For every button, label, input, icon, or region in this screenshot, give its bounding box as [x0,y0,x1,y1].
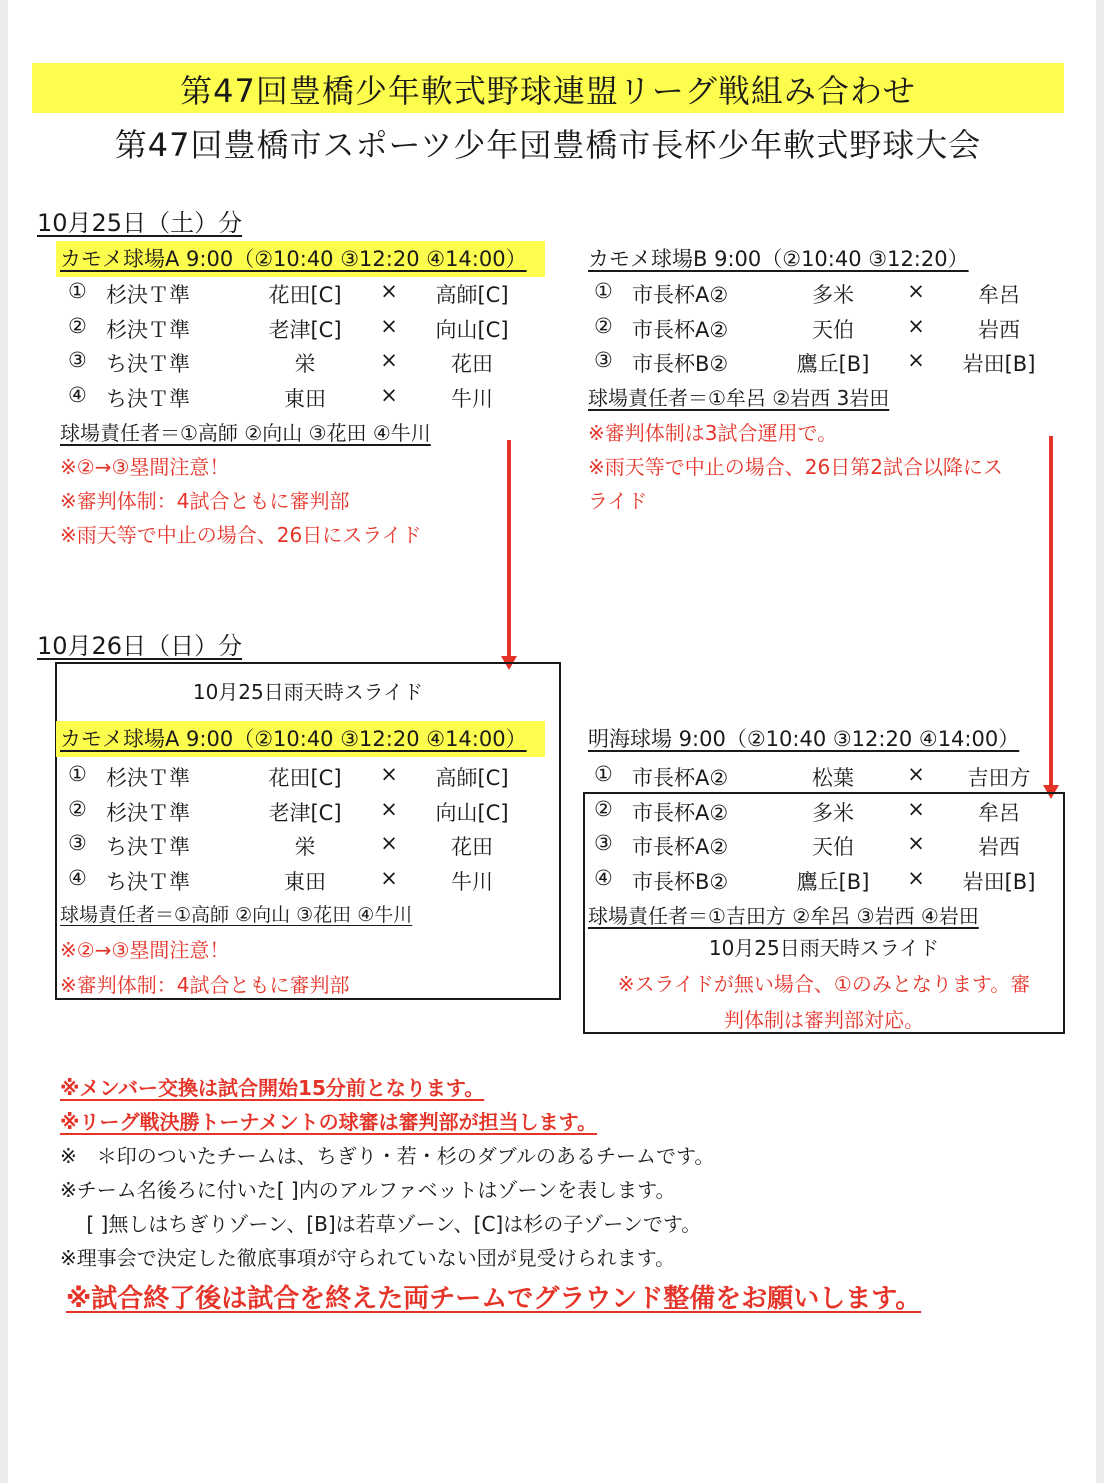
game-home: 天伯 [812,317,854,342]
game-away: 牛川 [451,386,493,411]
game-no: ④ [68,382,87,407]
footer-red-note: ※リーグ戦決勝トーナメントの球審は審判部が担当します。 [60,1110,598,1134]
day2-meikai-responsible: 球場責任者＝①吉田方 ②牟呂 ③岩西 ④岩田 [588,904,979,928]
game-cat: ち決Ｔ準 [106,386,190,411]
game-no: ② [68,313,87,338]
game-home: 多米 [812,283,854,307]
game-no: ④ [68,865,87,890]
game-vs: × [907,865,925,890]
game-home: 東田 [284,386,326,411]
game-no: ② [68,796,87,821]
day2-fieldA-note: ※審判体制：4試合ともに審判部 [60,973,350,997]
game-away: 花田 [451,352,493,376]
day2-fieldA-note: ※②→③塁間注意！ [60,938,230,962]
footer-note: ※チーム名後ろに付いた[ ]内のアルファベットはゾーンを表します。 [60,1178,676,1202]
game-away: 牟呂 [978,283,1020,307]
game-cat: 市長杯A② [632,835,729,859]
game-vs: × [380,348,398,372]
game-vs: × [380,865,398,890]
footer-note: ※理事会で決定した徹底事項が守られていない団が見受けられます。 [60,1246,676,1270]
game-home: 東田 [284,869,326,894]
game-cat: 市長杯A② [632,283,729,307]
game-vs: × [907,831,925,855]
meikai-note: ※スライドが無い場合、①のみとなります。審 [617,972,1031,996]
game-cat: 杉決Ｔ準 [106,800,190,825]
game-cat: 市長杯A② [632,800,729,825]
game-vs: × [380,831,398,855]
day1-fieldA-header: カモメ球場A 9:00（②10:40 ③12:20 ④14:00） [56,243,545,273]
game-cat: 市長杯B② [632,869,729,894]
footer-red-note: ※メンバー交換は試合開始15分前となります。 [60,1076,485,1100]
meikai-note: 判体制は審判部対応。 [724,1008,924,1032]
game-home: 鷹丘[B] [796,352,870,376]
game-no: ③ [594,831,613,855]
game-vs: × [907,348,925,372]
game-vs: × [907,313,925,338]
game-away: 花田 [451,835,493,859]
game-home: 花田[C] [268,766,342,790]
day1-fieldB-responsible: 球場責任者＝①牟呂 ②岩西 3岩田 [588,386,890,410]
game-cat: ち決Ｔ準 [106,835,190,859]
game-vs: × [907,762,925,786]
game-vs: × [380,313,398,338]
game-cat: 杉決Ｔ準 [106,283,190,307]
game-cat: 杉決Ｔ準 [106,317,190,342]
day2-box-title: 10月25日雨天時スライド [192,680,424,704]
game-vs: × [380,382,398,407]
game-no: ③ [68,831,87,855]
game-home: 栄 [294,352,316,376]
day2-fieldA-responsible: 球場責任者＝①高師 ②向山 ③花田 ④牛川 [60,904,413,926]
game-no: ② [594,313,613,338]
game-home: 花田[C] [268,283,342,307]
game-cat: 市長杯A② [632,766,729,790]
day1-fieldB-note: ※審判体制は3試合運用で。 [588,421,838,445]
day1-fieldB-note: ライド [588,489,648,513]
game-no: ② [594,796,613,821]
game-home: 栄 [294,835,316,859]
game-no: ③ [594,348,613,372]
game-vs: × [907,796,925,821]
game-cat: 市長杯B② [632,352,729,376]
game-away: 高師[C] [435,283,509,307]
slide-arrow-line [507,440,511,658]
game-away: 岩田[B] [962,869,1036,894]
game-away: 岩西 [978,317,1020,342]
game-away: 向山[C] [435,317,509,342]
game-away: 向山[C] [435,800,509,825]
game-away: 牛川 [451,869,493,894]
game-home: 松葉 [812,766,854,790]
day1-fieldA-note: ※審判体制：4試合ともに審判部 [60,489,350,513]
day1-fieldA-responsible: 球場責任者＝①高師 ②向山 ③花田 ④牛川 [60,421,431,445]
game-vs: × [380,762,398,786]
game-no: ① [68,762,87,786]
game-home: 鷹丘[B] [796,869,870,894]
day1-fieldB-header: カモメ球場B 9:00（②10:40 ③12:20） [588,247,969,271]
game-cat: ち決Ｔ準 [106,352,190,376]
day1-fieldB-note: ※雨天等で中止の場合、26日第2試合以降にス [588,455,1003,479]
page-title: 第47回豊橋少年軟式野球連盟リーグ戦組み合わせ [180,72,916,110]
game-home: 多米 [812,800,854,825]
day1-fieldA-note: ※②→③塁間注意！ [60,455,230,479]
day1-fieldA-note: ※雨天等で中止の場合、26日にスライド [60,523,422,547]
game-home: 天伯 [812,835,854,859]
game-no: ① [68,279,87,303]
game-away: 岩西 [978,835,1020,859]
day2-fieldA-header: カモメ球場A 9:00（②10:40 ③12:20 ④14:00） [56,723,545,753]
game-cat: 市長杯A② [632,317,729,342]
game-no: ① [594,762,613,786]
day2-date: 10月26日（日）分 [37,632,243,660]
footer-final-note: ※試合終了後は試合を終えた両チームでグラウンド整備をお願いします。 [66,1284,922,1314]
game-away: 高師[C] [435,766,509,790]
game-cat: 杉決Ｔ準 [106,766,190,790]
game-away: 岩田[B] [962,352,1036,376]
game-away: 吉田方 [967,766,1031,790]
game-away: 牟呂 [978,800,1020,825]
page-subtitle: 第47回豊橋市スポーツ少年団豊橋市長杯少年軟式野球大会 [114,126,982,164]
footer-note: ※ ＊印のついたチームは、ちぎり・若・杉のダブルのあるチームです。 [60,1144,715,1168]
game-home: 老津[C] [268,800,342,825]
game-no: ① [594,279,613,303]
footer-note: [ ]無しはちぎりゾーン、[B]は若草ゾーン、[C]は杉の子ゾーンです。 [60,1212,702,1236]
game-no: ③ [68,348,87,372]
game-vs: × [380,279,398,303]
day2-meikai-header: 明海球場 9:00（②10:40 ③12:20 ④14:00） [588,727,1020,751]
game-vs: × [380,796,398,821]
day1-date: 10月25日（土）分 [37,209,243,237]
game-vs: × [907,279,925,303]
meikai-slide-label: 10月25日雨天時スライド [708,936,940,960]
slide-arrow-line [1049,436,1053,786]
game-no: ④ [594,865,613,890]
game-home: 老津[C] [268,317,342,342]
game-cat: ち決Ｔ準 [106,869,190,894]
